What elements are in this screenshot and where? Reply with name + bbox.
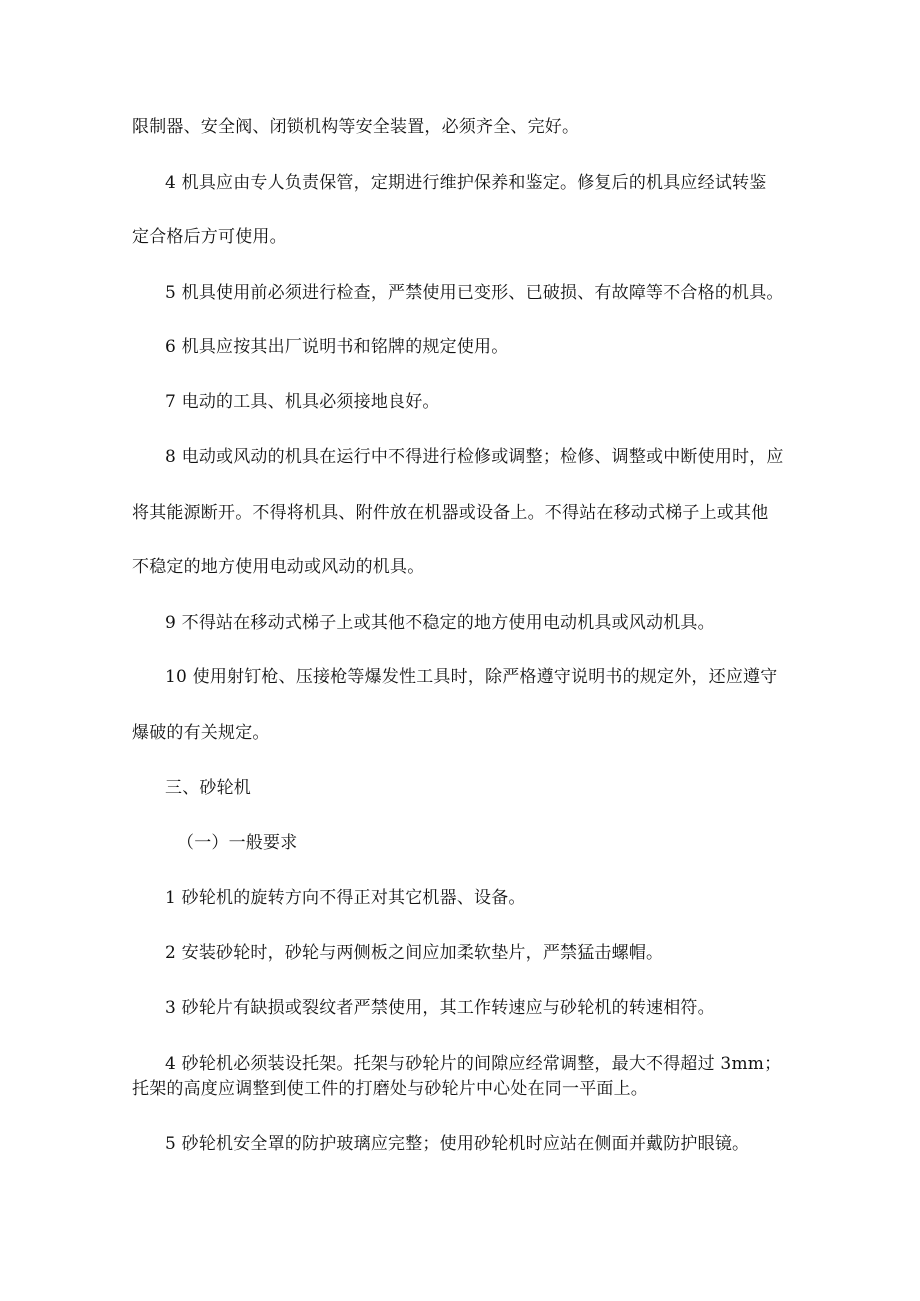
item-1: 1 砂轮机的旋转方向不得正对其它机器、设备。 [165, 888, 526, 908]
section-heading: 三、砂轮机 [165, 778, 251, 798]
paragraph-9: 9 不得站在移动式梯子上或其他不稳定的地方使用电动机具或风动机具。 [165, 613, 715, 633]
paragraph-10-line-2: 爆破的有关规定。 [132, 723, 270, 743]
text-line: 限制器、安全阀、闭锁机构等安全装置，必须齐全、完好。 [132, 117, 580, 137]
item-3: 3 砂轮片有缺损或裂纹者严禁使用，其工作转速应与砂轮机的转速相符。 [165, 998, 715, 1018]
paragraph-6: 6 机具应按其出厂说明书和铭牌的规定使用。 [165, 337, 509, 357]
paragraph-8-line-2: 将其能源断开。不得将机具、附件放在机器或设备上。不得站在移动式梯子上或其他 [132, 503, 769, 523]
item-5: 5 砂轮机安全罩的防护玻璃应完整；使用砂轮机时应站在侧面并戴防护眼镜。 [165, 1134, 750, 1154]
paragraph-4-line-1: 4 机具应由专人负责保管，定期进行维护保养和鉴定。修复后的机具应经试转鉴 [165, 173, 767, 193]
paragraph-7: 7 电动的工具、机具必须接地良好。 [165, 392, 440, 412]
subsection-heading: （一）一般要求 [177, 833, 298, 853]
item-4-line-2: 托架的高度应调整到使工件的打磨处与砂轮片中心处在同一平面上。 [132, 1079, 648, 1099]
paragraph-8-line-1: 8 电动或风动的机具在运行中不得进行检修或调整；检修、调整或中断使用时，应 [165, 447, 784, 467]
paragraph-5: 5 机具使用前必须进行检查，严禁使用已变形、已破损、有故障等不合格的机具。 [165, 283, 784, 303]
paragraph-10-line-1: 10 使用射钉枪、压接枪等爆发性工具时，除严格遵守说明书的规定外，还应遵守 [165, 667, 778, 687]
item-2: 2 安装砂轮时，砂轮与两侧板之间应加柔软垫片，严禁猛击螺帽。 [165, 943, 664, 963]
item-4-line-1: 4 砂轮机必须装设托架。托架与砂轮片的间隙应经常调整，最大不得超过 3mm； [165, 1054, 782, 1074]
paragraph-4-line-2: 定合格后方可使用。 [132, 227, 287, 247]
paragraph-8-line-3: 不稳定的地方使用电动或风动的机具。 [132, 557, 425, 577]
